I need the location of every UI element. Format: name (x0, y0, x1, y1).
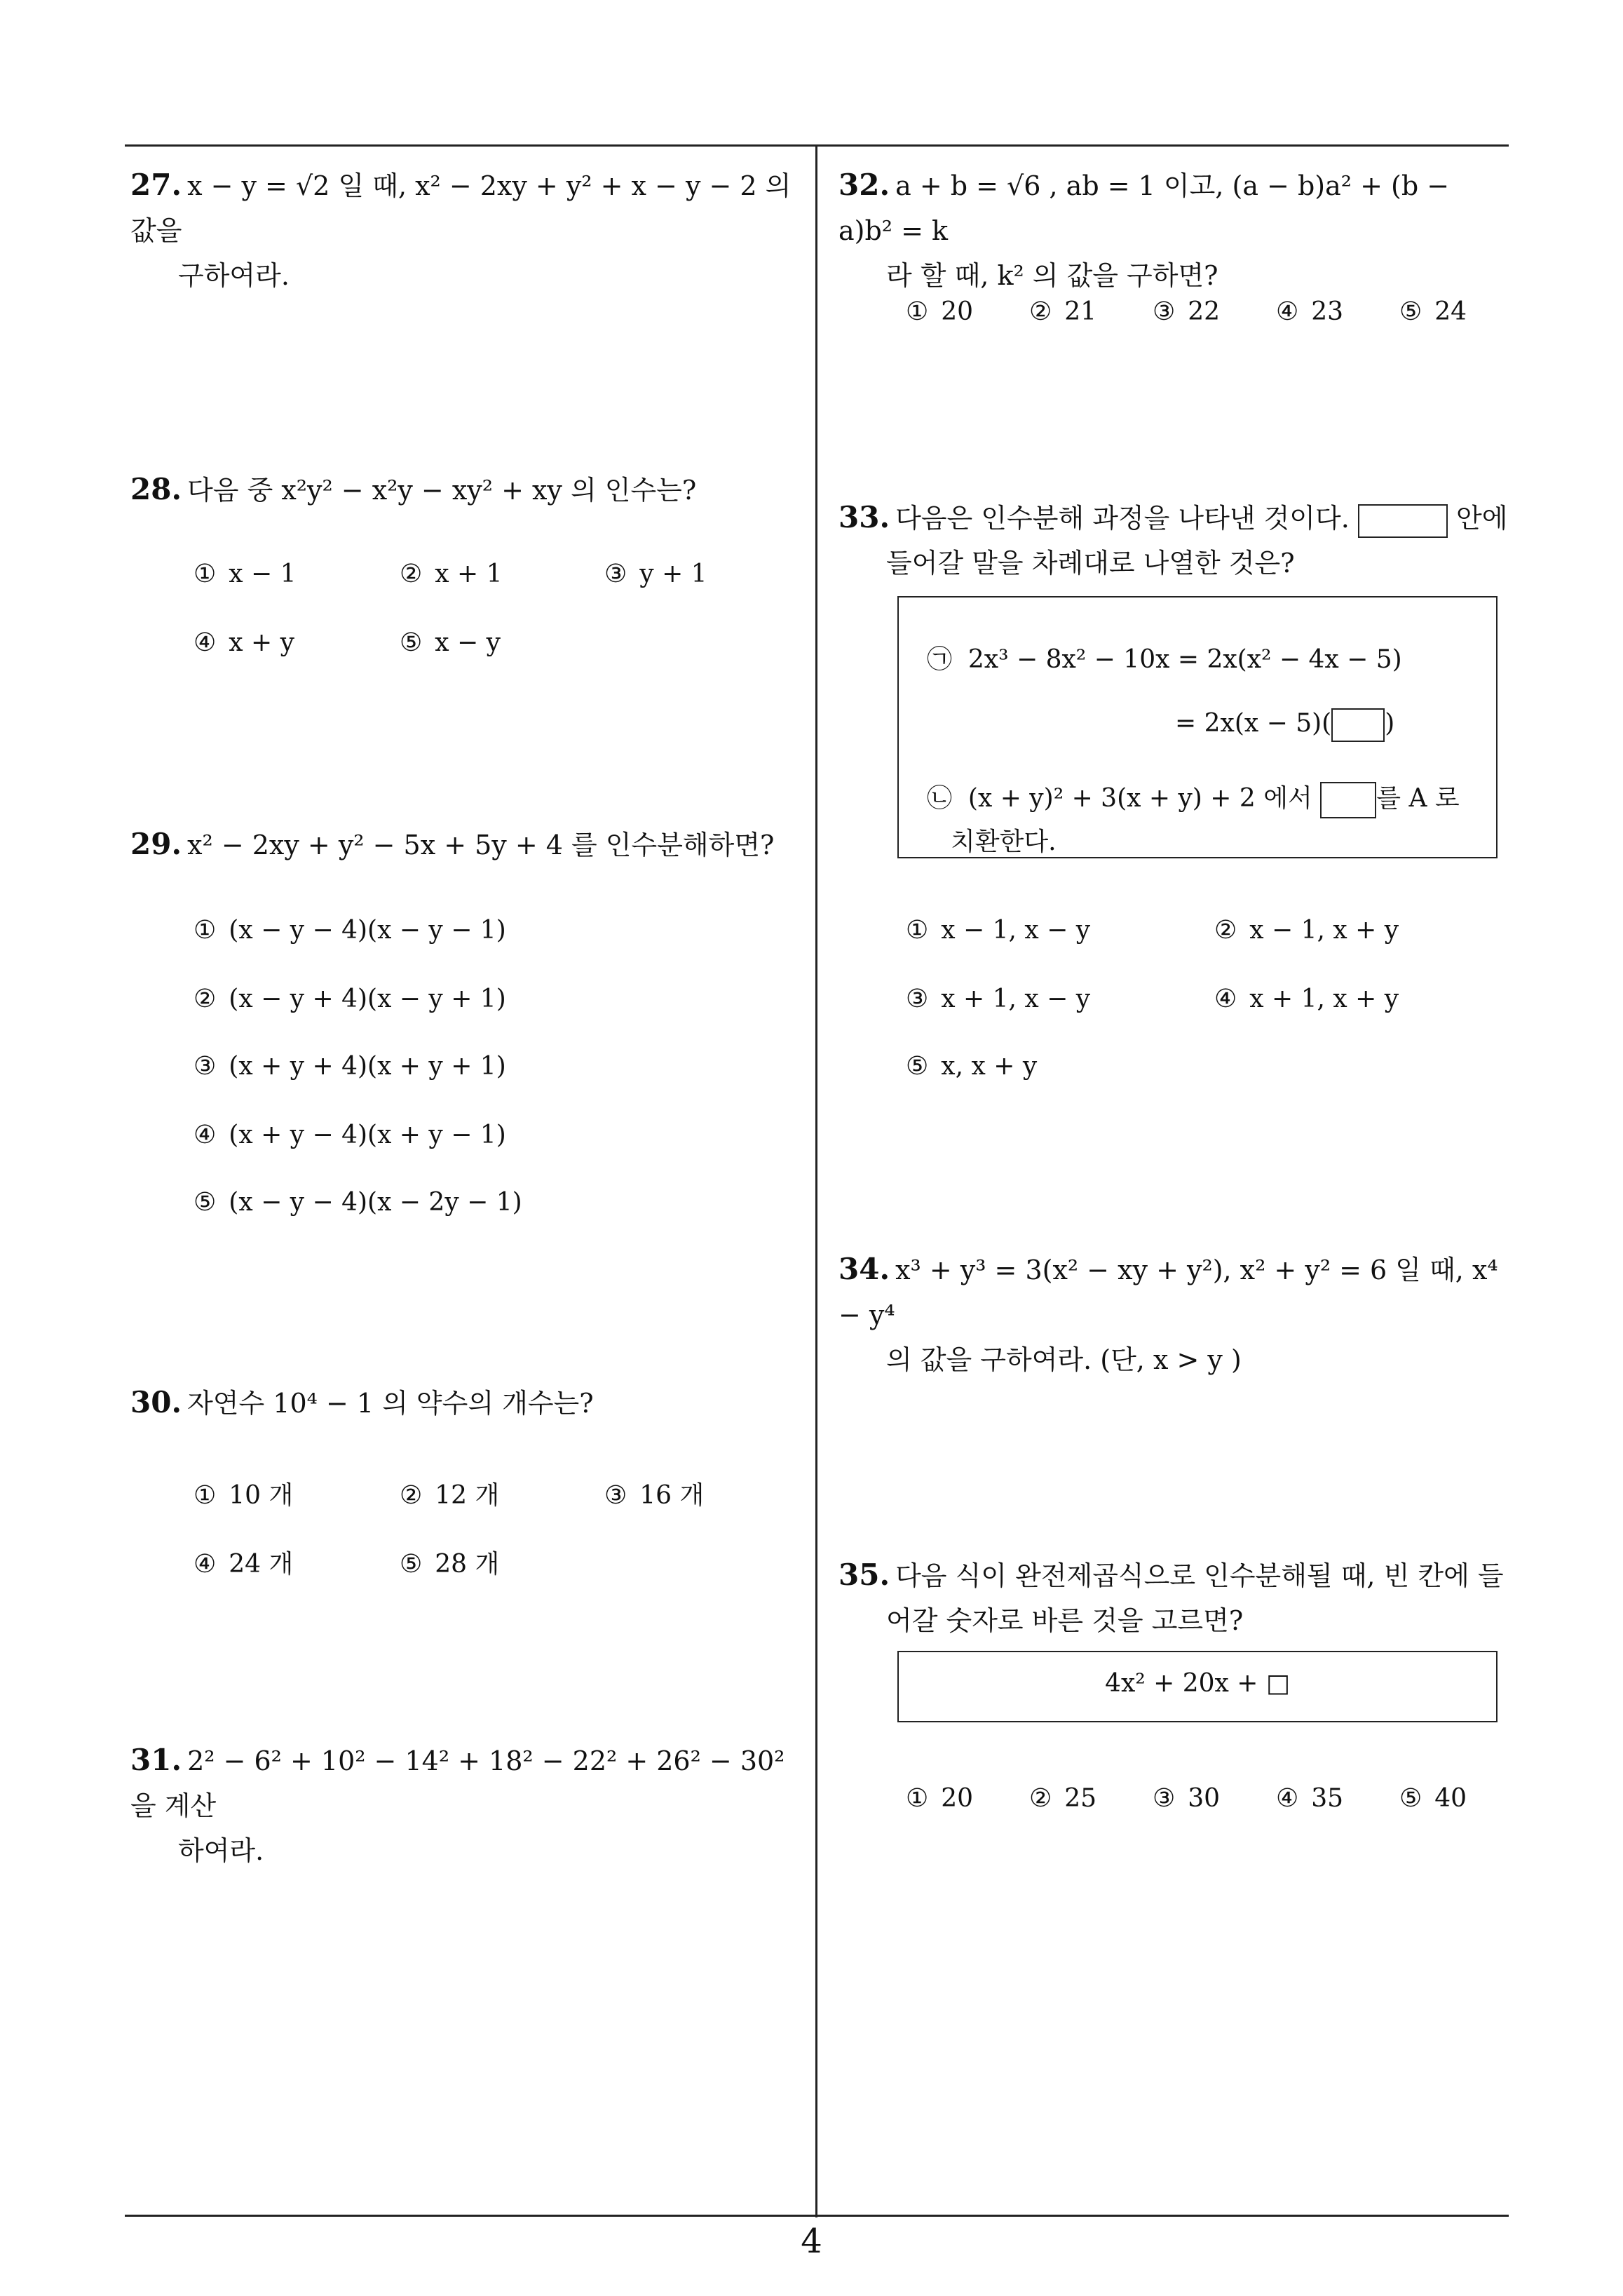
question-number: 31. (130, 1743, 182, 1777)
option-3[interactable]: ③ (x + y + 4)(x + y + 1) (193, 1052, 506, 1081)
question-32 (838, 163, 1512, 298)
option-5[interactable]: ⑤ (x − y − 4)(x − 2y − 1) (193, 1188, 522, 1217)
option-4[interactable]: ④ x + 1, x + y (1214, 985, 1399, 1013)
column-divider (815, 144, 817, 2217)
question-text-cont: 구하여라. (178, 260, 290, 291)
option-1[interactable]: ① (x − y − 4)(x − y − 1) (193, 916, 506, 945)
option-4[interactable]: ④ (x + y − 4)(x + y − 1) (193, 1121, 506, 1149)
option-3[interactable]: ③ 16 개 (604, 1481, 705, 1510)
option-1[interactable]: ① 20 (906, 297, 974, 326)
question-28 (130, 467, 803, 513)
blank-box (1320, 782, 1376, 818)
option-3[interactable]: ③ 22 (1153, 297, 1221, 326)
question-29 (130, 822, 803, 867)
question-text-end: 안에 (1456, 503, 1508, 534)
expression-text: 4x² + 20x + □ (1105, 1669, 1290, 1698)
question-text: a + b = √6 , ab = 1 이고, (a − b)a² + (b − a)b² = k (838, 170, 1450, 246)
question-text: x³ + y³ = 3(x² − xy + y²), x² + y² = 6 일 때, x⁴ − y⁴ (838, 1255, 1498, 1330)
question-30 (130, 1380, 803, 1426)
question-text: 2² − 6² + 10² − 14² + 18² − 22² + 26² − 30² 을 계산 (130, 1745, 785, 1821)
option-5[interactable]: ⑤ x, x + y (906, 1052, 1038, 1081)
page-number: 4 (801, 2222, 822, 2261)
question-number: 30. (130, 1385, 182, 1419)
option-5[interactable]: ⑤ x − y (400, 628, 501, 657)
option-4[interactable]: ④ 24 개 (193, 1550, 294, 1579)
question-33 (838, 495, 1512, 586)
option-4[interactable]: ④ 35 (1276, 1784, 1344, 1813)
option-3[interactable]: ③ y + 1 (604, 560, 707, 588)
option-1[interactable]: ① x − 1, x − y (906, 916, 1091, 945)
question-text-cont: 들어갈 말을 차례대로 나열한 것은? (886, 548, 1295, 579)
option-5[interactable]: ⑤ 40 (1399, 1784, 1467, 1813)
question-35 (838, 1553, 1512, 1643)
question-text: 다음 중 x²y² − x²y − xy² + xy 의 인수는? (187, 475, 697, 506)
option-2[interactable]: ② x + 1 (400, 560, 503, 588)
option-2[interactable]: ② 12 개 (400, 1481, 500, 1510)
step-a-line1: ㉠ 2x³ − 8x² − 10x = 2x(x² − 4x − 5) (927, 645, 1402, 674)
question-number: 33. (838, 500, 890, 534)
step-a-line2: = 2x(x − 5)( ) (1175, 708, 1394, 742)
blank-box (1331, 708, 1385, 742)
step-b-mark: ㉡ (927, 784, 953, 813)
option-4[interactable]: ④ 23 (1276, 297, 1344, 326)
option-2[interactable]: ② 25 (1029, 1784, 1097, 1813)
blank-box (1358, 504, 1448, 538)
step-a-mark: ㉠ (927, 645, 953, 674)
question-text-cont: 어갈 숫자로 바른 것을 고르면? (886, 1605, 1244, 1636)
question-text: 다음은 인수분해 과정을 나타낸 것이다. (895, 503, 1350, 534)
question-text: x − y = √2 일 때, x² − 2xy + y² + x − y − 2 의 값을 (130, 170, 792, 246)
question-text: x² − 2xy + y² − 5x + 5y + 4 를 인수분해하면? (187, 830, 775, 860)
option-2[interactable]: ② x − 1, x + y (1214, 916, 1399, 945)
option-1[interactable]: ① 20 (906, 1784, 974, 1813)
option-1[interactable]: ① x − 1 (193, 560, 297, 588)
question-text: 다음 식이 완전제곱식으로 인수분해될 때, 빈 칸에 들 (895, 1560, 1504, 1591)
question-text: 자연수 10⁴ − 1 의 약수의 개수는? (187, 1388, 594, 1419)
question-34 (838, 1247, 1512, 1382)
question-number: 27. (130, 168, 182, 202)
option-1[interactable]: ① 10 개 (193, 1481, 294, 1510)
option-3[interactable]: ③ x + 1, x − y (906, 985, 1091, 1013)
question-number: 35. (838, 1558, 890, 1592)
question-number: 29. (130, 827, 182, 861)
option-2[interactable]: ② 21 (1029, 297, 1097, 326)
question-number: 34. (838, 1252, 890, 1286)
question-number: 32. (838, 168, 890, 202)
option-3[interactable]: ③ 30 (1153, 1784, 1221, 1813)
question-text-cont: 하여라. (178, 1835, 264, 1866)
option-5[interactable]: ⑤ 28 개 (400, 1550, 500, 1579)
question-27 (130, 163, 803, 298)
question-31 (130, 1738, 803, 1873)
question-text-cont: 라 할 때, k² 의 값을 구하면? (886, 260, 1218, 291)
option-2[interactable]: ② (x − y + 4)(x − y + 1) (193, 985, 506, 1013)
step-b-line1: ㉡ (x + y)² + 3(x + y) + 2 에서 를 A 로 (927, 778, 1460, 818)
question-text-cont: 의 값을 구하여라. (단, x > y ) (886, 1344, 1242, 1375)
option-5[interactable]: ⑤ 24 (1399, 297, 1467, 326)
step-b-line2: 치환한다. (951, 828, 1057, 856)
question-number: 28. (130, 472, 182, 506)
option-4[interactable]: ④ x + y (193, 628, 294, 657)
